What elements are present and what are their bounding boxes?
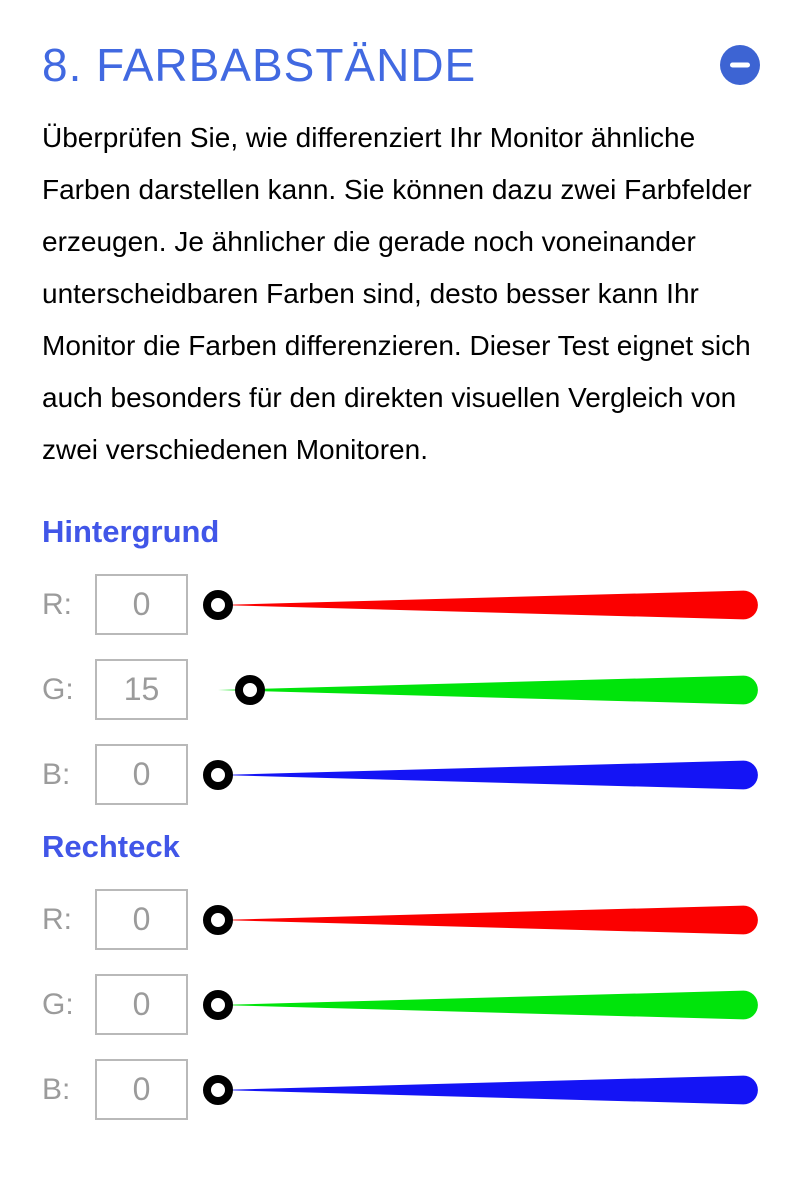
red-slider-handle[interactable] (203, 905, 233, 935)
section-title-rechteck: Rechteck (42, 829, 180, 864)
blue-channel-label: B: (42, 757, 71, 791)
description-text: Überprüfen Sie, wie differenziert Ihr Monitor ähnliche Farben darstellen kann. Sie können dazu zwei Farbfelder erzeugen. Je ähnlicher die gerade noch voneinander unterscheidbaren Farben sind, desto besser kann Ihr Monitor die Farben differenzieren. Dieser Test eignet sich auch besonders für den direkten visuellen Vergleich von zwei verschiedenen Monitoren. (42, 122, 752, 465)
page-title: 8. FARBABSTÄNDE (42, 39, 477, 91)
green-channel-label: G: (42, 987, 74, 1021)
background-blue-slider[interactable] (203, 744, 760, 805)
section-hintergrund (42, 514, 760, 805)
rect-green-slider[interactable] (203, 974, 760, 1035)
background-red-input[interactable] (95, 574, 188, 635)
collapse-button[interactable] (720, 45, 760, 85)
channel-row-background-blue (42, 744, 760, 805)
green-slider-handle[interactable] (203, 990, 233, 1020)
section-title-hintergrund: Hintergrund (42, 514, 220, 549)
red-slider-track[interactable] (218, 590, 758, 620)
green-slider-handle[interactable] (235, 675, 265, 705)
minus-icon (730, 63, 750, 68)
green-slider-track[interactable] (218, 990, 758, 1020)
background-green-input[interactable] (95, 659, 188, 720)
channel-row-background-red (42, 574, 760, 635)
green-slider-track[interactable] (218, 675, 758, 705)
channel-row-background-green (42, 659, 760, 720)
rect-blue-input[interactable] (95, 1059, 188, 1120)
rect-blue-slider[interactable] (203, 1059, 760, 1120)
red-slider-handle[interactable] (203, 590, 233, 620)
blue-channel-label: B: (42, 1072, 71, 1106)
blue-slider-handle[interactable] (203, 1075, 233, 1105)
background-green-slider[interactable] (203, 659, 760, 720)
green-channel-label: G: (42, 672, 74, 706)
rect-red-slider[interactable] (203, 889, 760, 950)
channel-row-rect-green (42, 974, 760, 1035)
blue-slider-handle[interactable] (203, 760, 233, 790)
red-channel-label: R: (42, 587, 72, 621)
blue-slider-track[interactable] (218, 760, 758, 790)
channel-row-rect-red (42, 889, 760, 950)
background-blue-input[interactable] (95, 744, 188, 805)
channel-row-rect-blue (42, 1059, 760, 1120)
section-rechteck (42, 829, 760, 1120)
background-red-slider[interactable] (203, 574, 760, 635)
blue-slider-track[interactable] (218, 1075, 758, 1105)
red-slider-track[interactable] (218, 905, 758, 935)
rect-green-input[interactable] (95, 974, 188, 1035)
section-header (42, 38, 760, 92)
rect-red-input[interactable] (95, 889, 188, 950)
red-channel-label: R: (42, 902, 72, 936)
